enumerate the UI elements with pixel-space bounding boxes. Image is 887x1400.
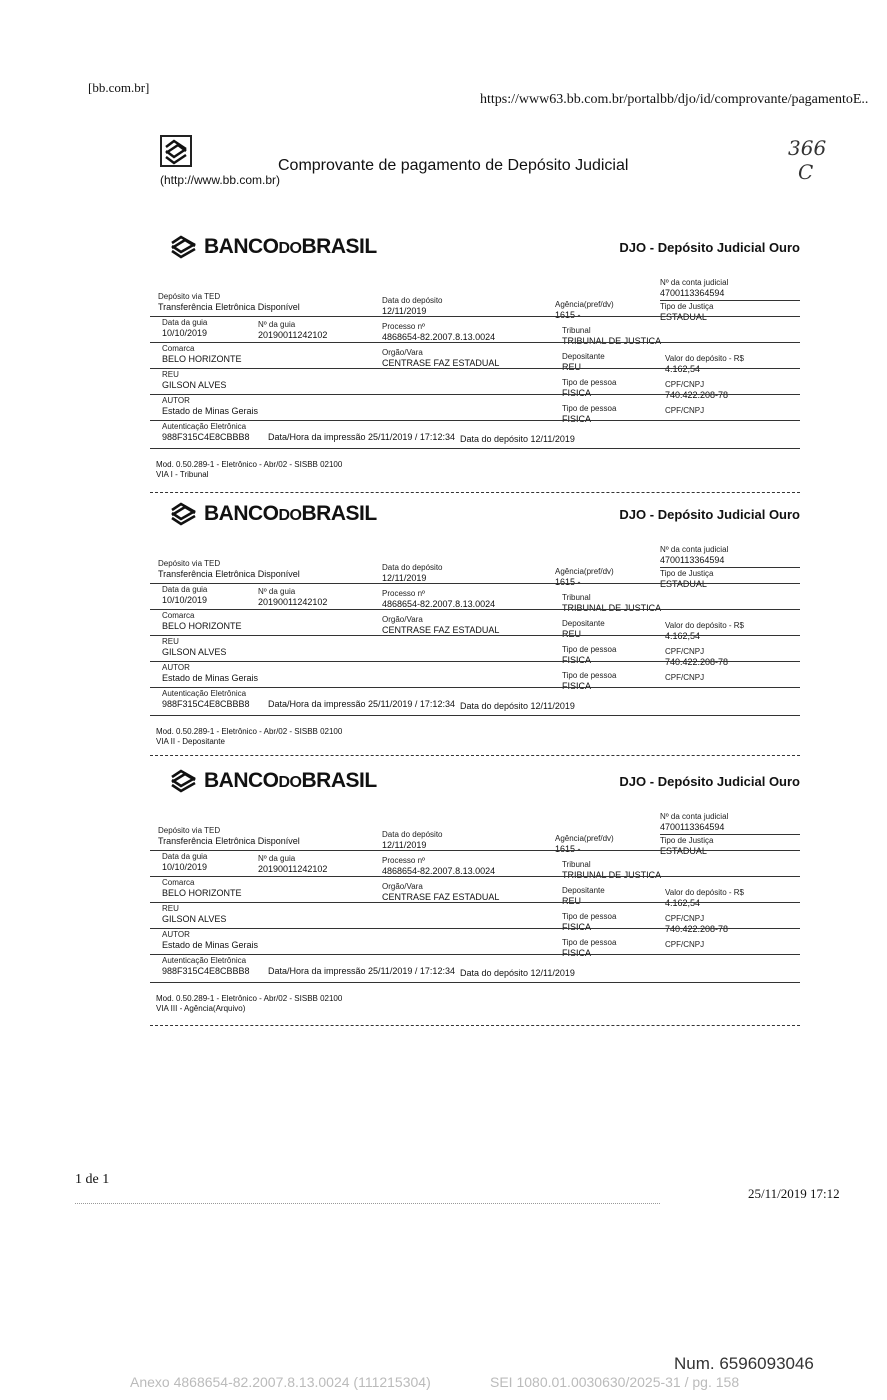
data-impressao: Data/Hora da impressão 25/11/2019 / 17:12:34: [268, 432, 455, 442]
cut-line: [150, 1025, 800, 1026]
document-number: Num. 6596093046: [674, 1354, 814, 1373]
djo-title: DJO - Depósito Judicial Ouro: [619, 774, 800, 789]
tipo-pessoa: Tipo de pessoa FISICA: [562, 645, 617, 665]
numero-guia: Nº da guia 20190011242102: [258, 320, 328, 340]
tipo-justica: Tipo de Justiça ESTADUAL: [660, 836, 714, 856]
tribunal: Tribunal TRIBUNAL DE JUSTICA: [562, 860, 662, 880]
bank-name: BANCODOBRASIL: [204, 502, 377, 525]
mod-info: Mod. 0.50.289-1 - Eletrônico - Abr/02 - SISBB 02100: [156, 460, 343, 469]
receipt-copy: [150, 764, 800, 1034]
agencia: Agência(pref/dv) 1615 -: [555, 834, 614, 854]
conta-judicial: Nº da conta judicial 4700113364594: [660, 278, 729, 298]
data-guia: Data da guia 10/10/2019: [162, 852, 208, 872]
receipt-copy: [150, 230, 800, 500]
orgao-vara: Orgão/Vara CENTRASE FAZ ESTADUAL: [382, 615, 500, 635]
valor-deposito: Valor do depósito - R$ 4.162,54: [665, 621, 745, 641]
bank-name: BANCODOBRASIL: [204, 769, 377, 792]
receipt-copy: [150, 497, 800, 767]
djo-title: DJO - Depósito Judicial Ouro: [619, 240, 800, 255]
autor: AUTOR Estado de Minas Gerais: [162, 930, 259, 950]
cpf-cnpj-autor: CPF/CNPJ: [665, 940, 705, 949]
cpf-cnpj: CPF/CNPJ 740.422.208-78: [665, 914, 729, 934]
data-deposito-rodape: Data do depósito 12/11/2019: [460, 434, 575, 444]
tribunal: Tribunal TRIBUNAL DE JUSTICA: [562, 593, 662, 613]
depositante: Depositante REU: [562, 619, 605, 639]
tipo-justica: Tipo de Justiça ESTADUAL: [660, 302, 714, 322]
bb-symbol-icon: [170, 768, 198, 794]
data-deposito-rodape: Data do depósito 12/11/2019: [460, 968, 575, 978]
comarca: Comarca BELO HORIZONTE: [162, 344, 242, 364]
processo: Processo nº 4868654-82.2007.8.13.0024: [382, 322, 496, 342]
reu: REU GILSON ALVES: [162, 370, 227, 390]
cut-line: [150, 492, 800, 493]
autor: AUTOR Estado de Minas Gerais: [162, 396, 259, 416]
conta-judicial: Nº da conta judicial 4700113364594: [660, 812, 729, 832]
data-impressao: Data/Hora da impressão 25/11/2019 / 17:12:34: [268, 966, 455, 976]
data-deposito-rodape: Data do depósito 12/11/2019: [460, 701, 575, 711]
autenticacao: Autenticação Eletrônica 988F315C4E8CBBB8: [162, 422, 250, 442]
footer-divider: [75, 1203, 660, 1204]
tipo-justica: Tipo de Justiça ESTADUAL: [660, 569, 714, 589]
print-datetime: 25/11/2019 17:12: [748, 1186, 840, 1201]
cpf-cnpj: CPF/CNPJ 740.422.208-78: [665, 380, 729, 400]
tipo-pessoa-autor: Tipo de pessoa FISICA: [562, 938, 617, 958]
autenticacao: Autenticação Eletrônica 988F315C4E8CBBB8: [162, 956, 250, 976]
cpf-cnpj-autor: CPF/CNPJ: [665, 406, 705, 415]
annex-stamp: Anexo 4868654-82.2007.8.13.0024 (111215304): [130, 1374, 431, 1390]
valor-deposito: Valor do depósito - R$ 4.162,54: [665, 354, 745, 374]
document-title: Comprovante de pagamento de Depósito Judicial: [278, 157, 629, 174]
conta-judicial: Nº da conta judicial 4700113364594: [660, 545, 729, 565]
tipo-pessoa: Tipo de pessoa FISICA: [562, 378, 617, 398]
tipo-pessoa: Tipo de pessoa FISICA: [562, 912, 617, 932]
handwritten-mark-initial: C: [798, 160, 814, 184]
data-deposito: Data do depósito 12/11/2019: [382, 296, 443, 316]
tipo-pessoa-autor: Tipo de pessoa FISICA: [562, 671, 617, 691]
header-fragment: [bb.com.br]: [88, 80, 150, 95]
data-impressao: Data/Hora da impressão 25/11/2019 / 17:12:34: [268, 699, 455, 709]
data-deposito: Data do depósito 12/11/2019: [382, 830, 443, 850]
cut-line: [150, 755, 800, 756]
autenticacao: Autenticação Eletrônica 988F315C4E8CBBB8: [162, 689, 250, 709]
tipo-pessoa-autor: Tipo de pessoa FISICA: [562, 404, 617, 424]
logo-url: (http://www.bb.com.br): [160, 173, 281, 187]
processo: Processo nº 4868654-82.2007.8.13.0024: [382, 589, 496, 609]
tribunal: Tribunal TRIBUNAL DE JUSTICA: [562, 326, 662, 346]
bank-logo: [170, 230, 377, 264]
comarca: Comarca BELO HORIZONTE: [162, 878, 242, 898]
deposito-via: Depósito via TED Transferência Eletrônica Disponível: [158, 292, 300, 312]
bank-logo: [170, 764, 377, 798]
autor: AUTOR Estado de Minas Gerais: [162, 663, 259, 683]
agencia: Agência(pref/dv) 1615 -: [555, 300, 614, 320]
data-guia: Data da guia 10/10/2019: [162, 318, 208, 338]
header-url: https://www63.bb.com.br/portalbb/djo/id/comprovante/pagamentoE..: [480, 92, 869, 107]
mod-info: Mod. 0.50.289-1 - Eletrônico - Abr/02 - SISBB 02100: [156, 727, 343, 736]
cpf-cnpj: CPF/CNPJ 740.422.208-78: [665, 647, 729, 667]
reu: REU GILSON ALVES: [162, 637, 227, 657]
via-label: VIA III - Agência(Arquivo): [156, 1004, 246, 1013]
numero-guia: Nº da guia 20190011242102: [258, 587, 328, 607]
orgao-vara: Orgão/Vara CENTRASE FAZ ESTADUAL: [382, 882, 500, 902]
data-deposito: Data do depósito 12/11/2019: [382, 563, 443, 583]
bank-logo: [170, 497, 377, 531]
comarca: Comarca BELO HORIZONTE: [162, 611, 242, 631]
via-label: VIA II - Depositante: [156, 737, 225, 746]
mod-info: Mod. 0.50.289-1 - Eletrônico - Abr/02 - SISBB 02100: [156, 994, 343, 1003]
orgao-vara: Orgão/Vara CENTRASE FAZ ESTADUAL: [382, 348, 500, 368]
via-label: VIA I - Tribunal: [156, 470, 209, 479]
agencia: Agência(pref/dv) 1615 -: [555, 567, 614, 587]
cpf-cnpj-autor: CPF/CNPJ: [665, 673, 705, 682]
bb-symbol-icon: [170, 501, 198, 527]
depositante: Depositante REU: [562, 886, 605, 906]
receipt-fields: [150, 808, 800, 988]
page-count: 1 de 1: [75, 1172, 110, 1187]
depositante: Depositante REU: [562, 352, 605, 372]
djo-title: DJO - Depósito Judicial Ouro: [619, 507, 800, 522]
valor-deposito: Valor do depósito - R$ 4.162,54: [665, 888, 745, 908]
handwritten-mark-number: 366: [788, 136, 827, 160]
numero-guia: Nº da guia 20190011242102: [258, 854, 328, 874]
processo: Processo nº 4868654-82.2007.8.13.0024: [382, 856, 496, 876]
bb-symbol-icon: [170, 234, 198, 260]
handwritten-mark: [788, 136, 826, 184]
bank-name: BANCODOBRASIL: [204, 235, 377, 258]
deposito-via: Depósito via TED Transferência Eletrônica Disponível: [158, 826, 300, 846]
bb-logo-icon: [160, 135, 192, 167]
receipt-fields: [150, 274, 800, 454]
reu: REU GILSON ALVES: [162, 904, 227, 924]
sei-stamp: SEI 1080.01.0030630/2025-31 / pg. 158: [490, 1374, 740, 1390]
receipt-fields: [150, 541, 800, 721]
deposito-via: Depósito via TED Transferência Eletrônica Disponível: [158, 559, 300, 579]
data-guia: Data da guia 10/10/2019: [162, 585, 208, 605]
